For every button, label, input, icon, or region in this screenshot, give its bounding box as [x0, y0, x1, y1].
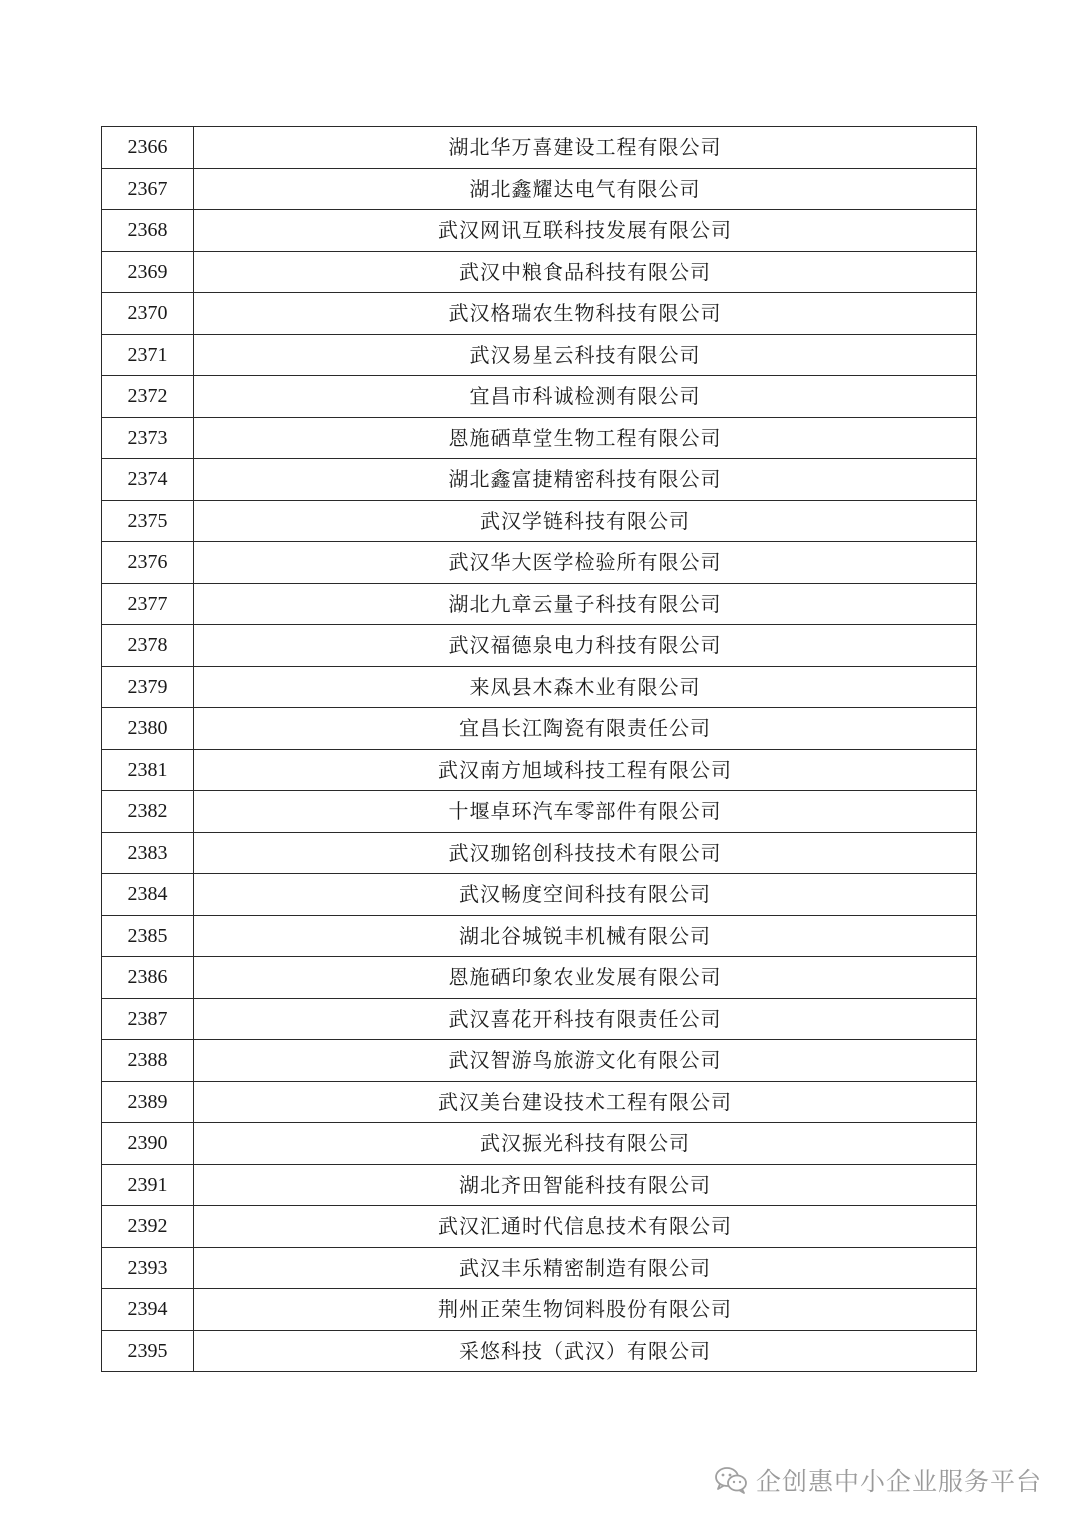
- row-number-cell: 2390: [102, 1123, 194, 1165]
- company-name-cell: 武汉中粮食品科技有限公司: [194, 251, 977, 293]
- row-number-cell: 2381: [102, 749, 194, 791]
- row-number-cell: 2386: [102, 957, 194, 999]
- row-number-cell: 2378: [102, 625, 194, 667]
- row-number-cell: 2369: [102, 251, 194, 293]
- table-row: [102, 500, 977, 542]
- table-row: [102, 542, 977, 584]
- row-number-cell: 2376: [102, 542, 194, 584]
- company-name-cell: 湖北鑫耀达电气有限公司: [194, 168, 977, 210]
- row-number-cell: 2388: [102, 1040, 194, 1082]
- table-row: [102, 1123, 977, 1165]
- table-row: [102, 666, 977, 708]
- row-number-cell: 2373: [102, 417, 194, 459]
- company-name-cell: 武汉福德泉电力科技有限公司: [194, 625, 977, 667]
- company-name-cell: 武汉华大医学检验所有限公司: [194, 542, 977, 584]
- company-name-cell: 来凤县木森木业有限公司: [194, 666, 977, 708]
- row-number-cell: 2366: [102, 127, 194, 169]
- row-number-cell: 2383: [102, 832, 194, 874]
- company-name-cell: 武汉丰乐精密制造有限公司: [194, 1247, 977, 1289]
- company-name-cell: 十堰卓环汽车零部件有限公司: [194, 791, 977, 833]
- row-number-cell: 2387: [102, 998, 194, 1040]
- row-number-cell: 2392: [102, 1206, 194, 1248]
- company-list-table: [101, 126, 977, 1372]
- company-name-cell: 武汉网讯互联科技发展有限公司: [194, 210, 977, 252]
- row-number-cell: 2389: [102, 1081, 194, 1123]
- company-name-cell: 宜昌长江陶瓷有限责任公司: [194, 708, 977, 750]
- table-body: [102, 127, 977, 1372]
- row-number-cell: 2395: [102, 1330, 194, 1372]
- watermark-text: 企创惠中小企业服务平台: [755, 1467, 1042, 1496]
- table-row: [102, 915, 977, 957]
- table-row: [102, 251, 977, 293]
- row-number-cell: 2372: [102, 376, 194, 418]
- table-row: [102, 1040, 977, 1082]
- company-name-cell: 湖北鑫富捷精密科技有限公司: [194, 459, 977, 501]
- row-number-cell: 2385: [102, 915, 194, 957]
- table-row: [102, 832, 977, 874]
- wechat-icon: [714, 1466, 748, 1494]
- company-name-cell: 恩施硒草堂生物工程有限公司: [194, 417, 977, 459]
- row-number-cell: 2379: [102, 666, 194, 708]
- company-name-cell: 武汉学链科技有限公司: [194, 500, 977, 542]
- row-number-cell: 2384: [102, 874, 194, 916]
- row-number-cell: 2380: [102, 708, 194, 750]
- table-row: [102, 168, 977, 210]
- table-row: [102, 1081, 977, 1123]
- table-row: [102, 1164, 977, 1206]
- table-row: [102, 625, 977, 667]
- table-row: [102, 1206, 977, 1248]
- company-name-cell: 武汉格瑞农生物科技有限公司: [194, 293, 977, 335]
- company-name-cell: 武汉喜花开科技有限责任公司: [194, 998, 977, 1040]
- table-row: [102, 874, 977, 916]
- company-name-cell: 宜昌市科诚检测有限公司: [194, 376, 977, 418]
- row-number-cell: 2382: [102, 791, 194, 833]
- row-number-cell: 2393: [102, 1247, 194, 1289]
- table-row: [102, 334, 977, 376]
- row-number-cell: 2370: [102, 293, 194, 335]
- company-name-cell: 武汉智游鸟旅游文化有限公司: [194, 1040, 977, 1082]
- row-number-cell: 2367: [102, 168, 194, 210]
- table-row: [102, 791, 977, 833]
- table-row: [102, 376, 977, 418]
- company-name-cell: 湖北华万喜建设工程有限公司: [194, 127, 977, 169]
- table-row: [102, 459, 977, 501]
- table-row: [102, 998, 977, 1040]
- row-number-cell: 2371: [102, 334, 194, 376]
- table-row: [102, 127, 977, 169]
- table-row: [102, 708, 977, 750]
- company-name-cell: 武汉畅度空间科技有限公司: [194, 874, 977, 916]
- table-row: [102, 210, 977, 252]
- company-name-cell: 武汉珈铭创科技技术有限公司: [194, 832, 977, 874]
- row-number-cell: 2394: [102, 1289, 194, 1331]
- table-row: [102, 417, 977, 459]
- company-name-cell: 恩施硒印象农业发展有限公司: [194, 957, 977, 999]
- table-row: [102, 583, 977, 625]
- row-number-cell: 2377: [102, 583, 194, 625]
- table-row: [102, 1289, 977, 1331]
- table-row: [102, 1330, 977, 1372]
- row-number-cell: 2368: [102, 210, 194, 252]
- company-name-cell: 湖北九章云量子科技有限公司: [194, 583, 977, 625]
- company-name-cell: 武汉易星云科技有限公司: [194, 334, 977, 376]
- row-number-cell: 2374: [102, 459, 194, 501]
- table-row: [102, 293, 977, 335]
- company-name-cell: 武汉振光科技有限公司: [194, 1123, 977, 1165]
- company-name-cell: 武汉南方旭域科技工程有限公司: [194, 749, 977, 791]
- watermark: [714, 1462, 1042, 1498]
- row-number-cell: 2375: [102, 500, 194, 542]
- table-row: [102, 749, 977, 791]
- row-number-cell: 2391: [102, 1164, 194, 1206]
- company-name-cell: 湖北谷城锐丰机械有限公司: [194, 915, 977, 957]
- company-name-cell: 采悠科技（武汉）有限公司: [194, 1330, 977, 1372]
- company-name-cell: 荆州正荣生物饲料股份有限公司: [194, 1289, 977, 1331]
- table-row: [102, 1247, 977, 1289]
- table-row: [102, 957, 977, 999]
- company-name-cell: 武汉美台建设技术工程有限公司: [194, 1081, 977, 1123]
- company-name-cell: 武汉汇通时代信息技术有限公司: [194, 1206, 977, 1248]
- company-name-cell: 湖北齐田智能科技有限公司: [194, 1164, 977, 1206]
